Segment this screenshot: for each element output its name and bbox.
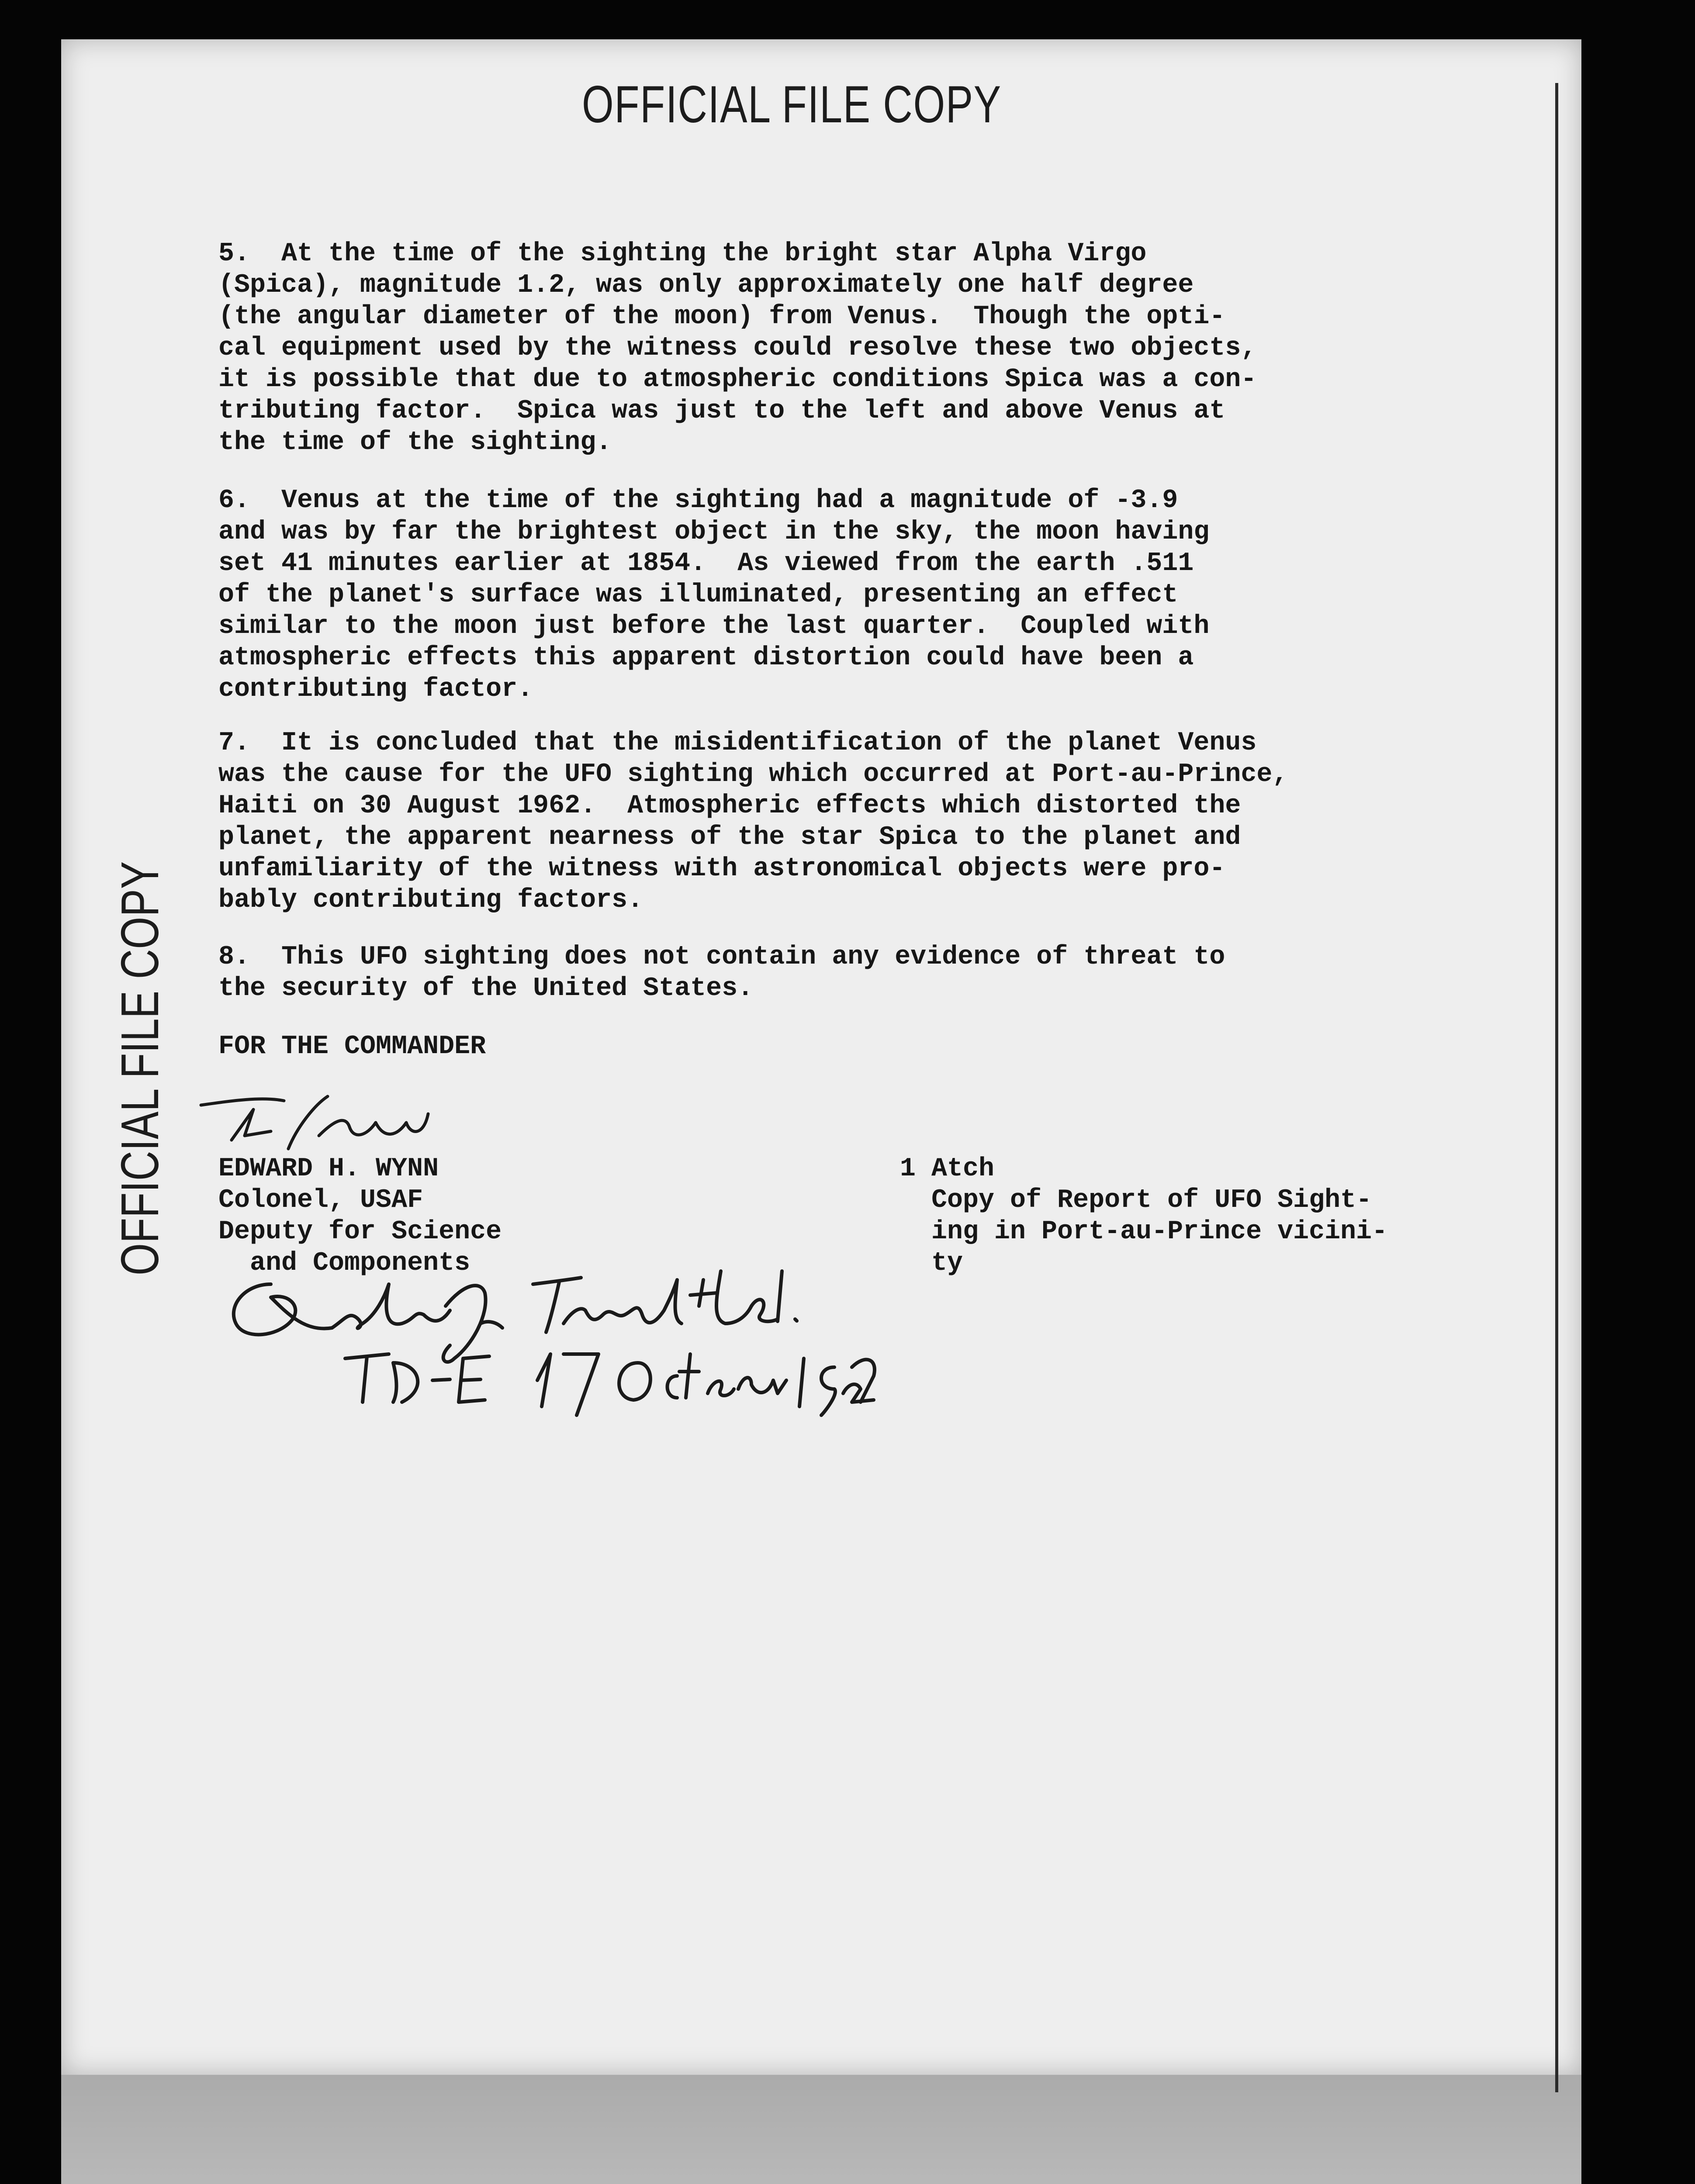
signature-block: EDWARD H. WYNN Colonel, USAF Deputy for Science and Components [218, 1154, 502, 1278]
page-shadow-strip [61, 2062, 1581, 2184]
official-file-copy-stamp-side: OFFICIAL FILE COPY [110, 861, 170, 1275]
paragraph-6: 6. Venus at the time of the sighting had a magnitude of -3.9 and was by far the brightest object in the sky, the moon having set 41 minutes earlier at 1854. As viewed from the earth .511 of the planet's surface was illuminated, presenting an effect similar to the moon just before the last quarter. Coupled with atmospheric effects this apparent distortion could have been a contributing factor. [218, 486, 1210, 704]
paragraph-7: 7. It is concluded that the misidentification of the planet Venus was the cause for the UFO sighting which occurred at Port-au-Prince, Haiti on 30 August 1962. Atmospheric effects which distorted the planet, the apparent nearness of the star Spica to the planet and unfamiliarity of the witness with astronomical objects were pro- bably contributing factors. [218, 728, 1288, 915]
handwritten-initials [192, 1088, 437, 1162]
handwritten-office-date [332, 1328, 900, 1428]
paragraph-5: 5. At the time of the sighting the bright star Alpha Virgo (Spica), magnitude 1.2, was only approximately one half degree (the angular diameter of the moon) from Venus. Though the opti- cal equipment used by the witness could resolve these two objects, it is possible that due to atmospheric conditions Spica was a con- tributing factor. Spica was just to the left and above Venus at the time of the sighting. [218, 239, 1257, 457]
page-edge-line [1555, 83, 1558, 2092]
paragraph-8: 8. This UFO sighting does not contain any evidence of threat to the security of the United States. [218, 942, 1225, 1003]
for-the-commander: FOR THE COMMANDER [218, 1032, 486, 1061]
attachment-note: 1 Atch Copy of Report of UFO Sight- ing in Port-au-Prince vicini- ty [900, 1154, 1388, 1278]
official-file-copy-stamp-top: OFFICIAL FILE COPY [582, 75, 1002, 134]
